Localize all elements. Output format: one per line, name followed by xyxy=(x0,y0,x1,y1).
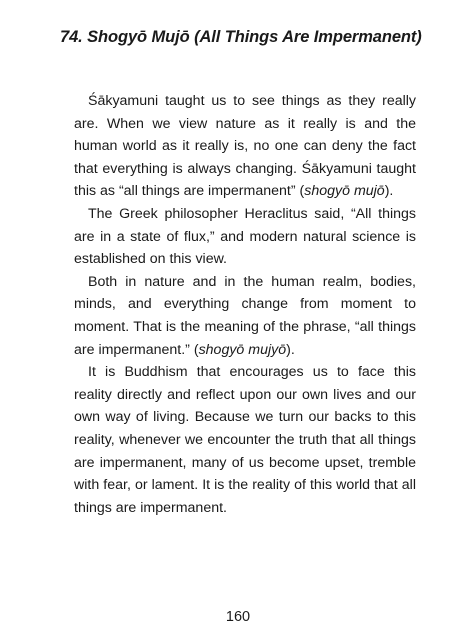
page-number: 160 xyxy=(225,609,251,625)
text-run: The Greek philosopher Heraclitus said, “All things are in a state of flux,” and modern natural science is established on this view. xyxy=(74,205,416,268)
italic-term: shogyō mujyō xyxy=(198,341,287,358)
text-run: ). xyxy=(384,183,394,200)
italic-term: shogyō mujō xyxy=(304,183,385,200)
body-text xyxy=(74,90,416,519)
paragraph xyxy=(74,271,416,361)
text-run: It is Buddhism that encourages us to face this reality directly and reflect upon our own lives and our own way of living. Because we turn our backs to this reality, whenever we encounter the truth that all things are impermanent, many of us become upset, tremble with fear, or lament. It is the reality of this world that all things are impermanent. xyxy=(74,364,416,516)
chapter-title: 74. Shogyō Mujō (All Things Are Impermanent) xyxy=(60,28,422,46)
text-run: Śākyamuni taught us to see things as they really are. When we view nature as it really is and the human world as it really is, no one can deny the fact that everything is always changing. Śākyamuni taught this as “all things are impermanent” ( xyxy=(74,93,416,200)
text-run: ). xyxy=(286,341,295,358)
paragraph xyxy=(74,90,416,203)
paragraph xyxy=(74,203,416,271)
paragraph xyxy=(74,361,416,519)
text-run: Both in nature and in the human realm, bodies, minds, and everything change from moment to moment. That is the meaning of the phrase, “all things are impermanent.” ( xyxy=(74,273,416,358)
